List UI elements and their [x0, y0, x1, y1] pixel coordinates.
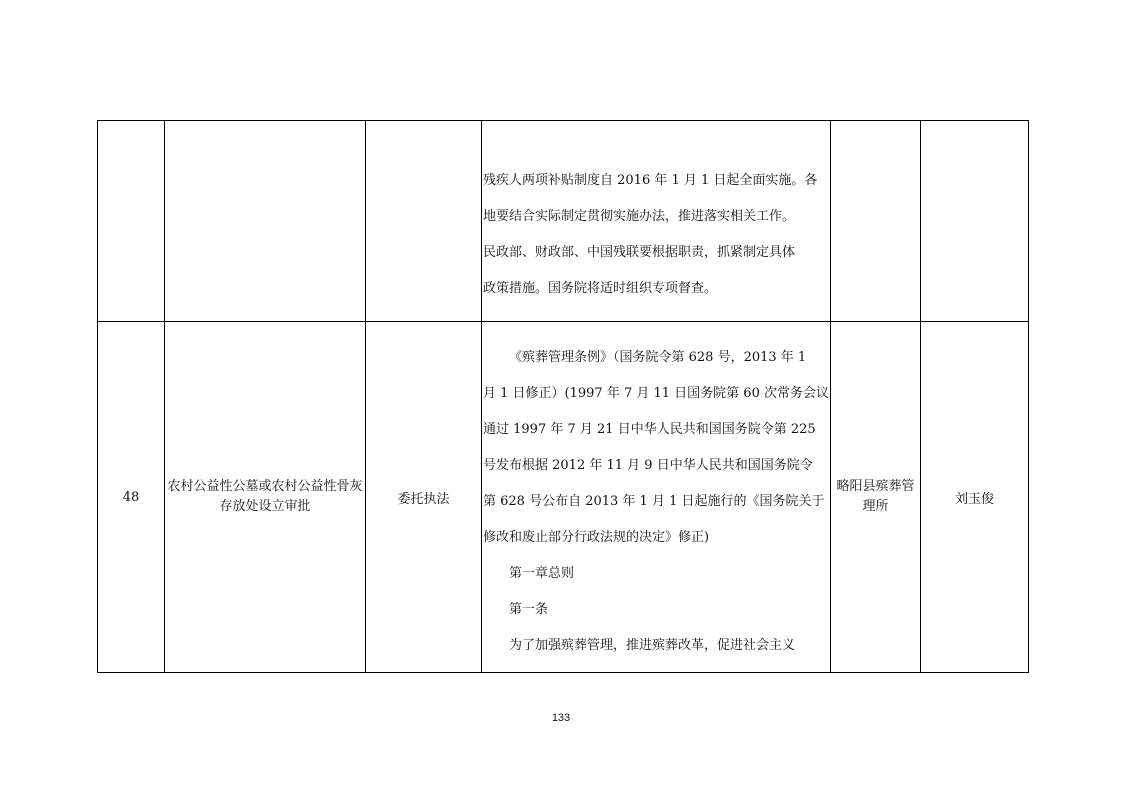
policy-table: [97, 120, 1029, 673]
legal-basis-line: 为了加强殡葬管理，推进殡葬改革，促进社会主义: [509, 638, 796, 653]
table-row: [98, 121, 1029, 322]
legal-basis-line: 号发布根据 2012 年 11 月 9 日中华人民共和国国务院令: [483, 458, 813, 473]
department-cell: 略阳县殡葬管理所: [830, 322, 920, 673]
table-row: [98, 322, 1029, 673]
responsible-person-cell: 刘玉俊: [920, 322, 1028, 673]
enforcement-type-cell: [366, 121, 482, 322]
responsible-person-cell: [920, 121, 1028, 322]
legal-basis-cell: [482, 322, 831, 673]
legal-basis-line: 《殡葬管理条例》（国务院令第 628 号，2013 年 1: [509, 350, 807, 365]
legal-basis-line: 民政部、财政部、中国残联要根据职责，抓紧制定具体: [483, 245, 796, 260]
page-number: 133: [551, 712, 571, 724]
department-cell: [830, 121, 920, 322]
enforcement-type-cell: 委托执法: [366, 322, 482, 673]
legal-basis-line: 月 1 日修正）(1997 年 7 月 11 日国务院第 60 次常务会议: [483, 386, 829, 401]
legal-basis-line: 第 628 号公布自 2013 年 1 月 1 日起施行的《国务院关于: [483, 494, 825, 509]
legal-basis-line: 第一条: [509, 602, 549, 617]
legal-basis-line: 通过 1997 年 7 月 21 日中华人民共和国国务院令第 225: [483, 422, 816, 437]
legal-basis-cell: [482, 121, 831, 322]
item-name-cell: 农村公益性公墓或农村公益性骨灰存放处设立审批: [165, 322, 366, 673]
legal-basis-line: 地要结合实际制定贯彻实施办法，推进落实相关工作。: [483, 209, 796, 224]
legal-basis-line: 修改和废止部分行政法规的决定》修正): [483, 530, 710, 545]
legal-basis-line: 第一章总则: [509, 566, 575, 581]
row-number-cell: 48: [98, 322, 165, 673]
legal-basis-line: 政策措施。国务院将适时组织专项督查。: [483, 281, 718, 296]
legal-basis-line: 残疾人两项补贴制度自 2016 年 1 月 1 日起全面实施。各: [483, 173, 818, 188]
item-name-cell: [165, 121, 366, 322]
row-number-cell: [98, 121, 165, 322]
